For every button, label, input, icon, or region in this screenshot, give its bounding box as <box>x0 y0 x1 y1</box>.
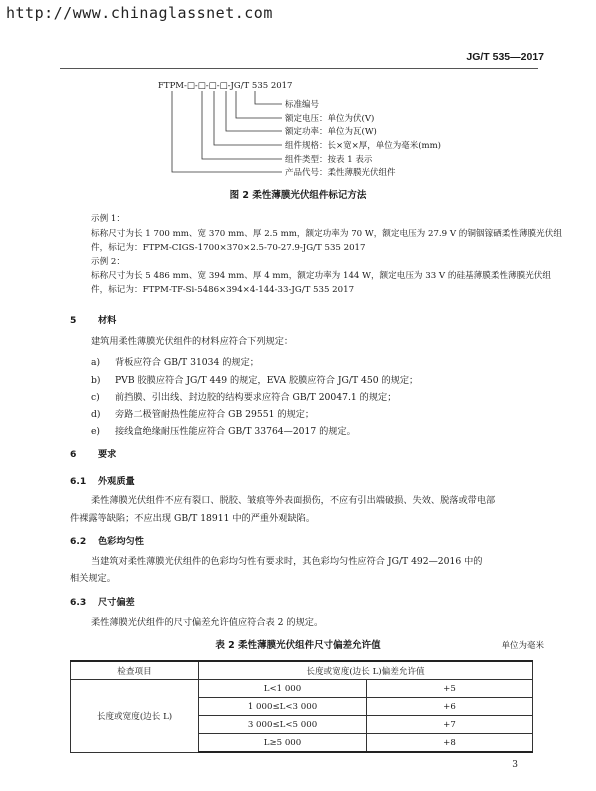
table-cell-value: +5 <box>367 680 533 698</box>
section-6-3-line-1: 柔性薄膜光伏组件的尺寸偏差允许值应符合表 2 的规定。 <box>91 617 324 628</box>
example-2-label: 示例 2： <box>91 257 125 267</box>
section-5-intro: 建筑用柔性薄膜光伏组件的材料应符合下列规定： <box>91 336 294 347</box>
table-cell-value: +8 <box>367 734 533 753</box>
standard-code: JG/T 535—2017 <box>466 51 544 63</box>
table-row <box>71 680 533 698</box>
section-5-heading <box>70 312 116 326</box>
table-row-label: 长度或宽度(边长 L) <box>71 680 199 753</box>
list-item: b) PVB 胶膜应符合 JG/T 449 的规定，EVA 胶膜应符合 JG/T 450 的规定； <box>91 375 419 386</box>
label-product-code: 产品代号：柔性薄膜光伏组件 <box>285 168 396 178</box>
example-2-line-1: 标称尺寸为长 5 486 mm、宽 394 mm、厚 4 mm，额定功率为 144 W，额定电压为 33 V 的硅基薄膜柔性薄膜光伏组 <box>91 271 551 281</box>
table-cell-range: L≥5 000 <box>199 734 367 753</box>
page-number: 3 <box>512 760 518 770</box>
label-standard-number: 标准编号 <box>285 100 320 110</box>
example-1-label: 示例 1： <box>91 214 125 224</box>
marking-code-string: FTPM-□-□-□-□-JG/T 535 2017 <box>158 81 293 91</box>
example-2-line-2: 件，标记为：FTPM-TF-Si-5486×394×4-144-33-JG/T 535 2017 <box>91 285 355 295</box>
section-6-3-title: 尺寸偏差 <box>98 597 135 608</box>
table-caption: 表 2 柔性薄膜光伏组件尺寸偏差允许值 <box>215 640 381 651</box>
table-header-item: 检查项目 <box>71 661 199 680</box>
table-unit: 单位为毫米 <box>501 641 544 651</box>
example-1-line-1: 标称尺寸为长 1 700 mm、宽 370 mm、厚 2.5 mm，额定功率为 70 W，额定电压为 27.9 V 的铜铟镓硒柔性薄膜光伏组 <box>91 229 562 239</box>
label-module-spec: 组件规格：长×宽×厚，单位为毫米(mm) <box>285 141 441 151</box>
list-item: c) 前挡膜、引出线、封边胶的结构要求应符合 GB/T 20047.1 的规定； <box>91 392 397 403</box>
list-item: d) 旁路二极管耐热性能应符合 GB 29551 的规定； <box>91 409 315 420</box>
label-module-type: 组件类型：按表 1 表示 <box>285 155 373 165</box>
section-6-1-line-2: 件裸露等缺陷；不应出现 GB/T 18911 中的严重外观缺陷。 <box>70 513 316 524</box>
section-6-2-heading <box>70 533 144 547</box>
section-6-3-heading <box>70 594 135 608</box>
section-6-2-number: 6.2 <box>70 536 87 547</box>
section-6-1-line-1: 柔性薄膜光伏组件不应有裂口、脱胶、皱痕等外表面损伤，不应有引出端破损、失效、脱落或带电部 <box>91 495 496 506</box>
tolerance-table <box>70 660 533 753</box>
table-cell-range: 1 000≤L<3 000 <box>199 698 367 716</box>
section-6-1-number: 6.1 <box>70 476 87 487</box>
table-cell-range: 3 000≤L<5 000 <box>199 716 367 734</box>
list-item: e) 接线盒绝缘耐压性能应符合 GB/T 33764—2017 的规定。 <box>91 426 356 437</box>
table-cell-value: +7 <box>367 716 533 734</box>
section-6-2-line-2: 相关规定。 <box>70 573 116 584</box>
section-6-3-number: 6.3 <box>70 597 87 608</box>
label-rated-voltage: 额定电压：单位为伏(V) <box>285 114 375 124</box>
section-6-1-heading <box>70 473 135 487</box>
label-rated-power: 额定功率：单位为瓦(W) <box>285 127 377 137</box>
list-item: a) 背板应符合 GB/T 31034 的规定； <box>91 357 259 368</box>
table-header-value: 长度或宽度(边长 L)偏差允许值 <box>199 661 533 680</box>
section-5-number: 5 <box>70 315 77 326</box>
section-6-number: 6 <box>70 449 77 460</box>
table-cell-range: L<1 000 <box>199 680 367 698</box>
section-6-heading <box>70 446 116 460</box>
section-5-title: 材料 <box>98 315 117 326</box>
example-1-line-2: 件，标记为：FTPM-CIGS-1700×370×2.5-70-27.9-JG/T 535 2017 <box>91 243 366 253</box>
section-6-title: 要求 <box>98 449 117 460</box>
table-cell-value: +6 <box>367 698 533 716</box>
section-6-1-title: 外观质量 <box>98 476 135 487</box>
section-6-2-title: 色彩均匀性 <box>98 536 144 547</box>
table-header-row <box>71 661 533 680</box>
section-6-2-line-1: 当建筑对柔性薄膜光伏组件的色彩均匀性有要求时，其色彩均匀性应符合 JG/T 492—2016 中的 <box>91 556 483 567</box>
figure-caption: 图 2 柔性薄膜光伏组件标记方法 <box>229 190 367 201</box>
watermark-url: http://www.chinaglassnet.com <box>6 4 273 22</box>
